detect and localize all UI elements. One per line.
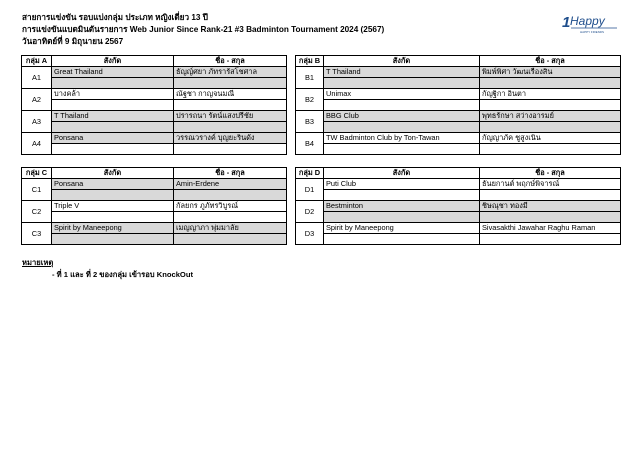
seed-code: A1 — [22, 67, 52, 89]
table-row — [22, 89, 287, 100]
col-club-header: สังกัด — [324, 168, 480, 179]
player-cell: Sivasakthi Jawahar Raghu Raman — [480, 223, 621, 234]
table-row — [296, 201, 621, 212]
col-club-header: สังกัด — [324, 56, 480, 67]
seed-code: C1 — [22, 179, 52, 201]
table-row — [296, 89, 621, 100]
club-cell: Great Thailand — [52, 67, 174, 78]
seed-code: A2 — [22, 89, 52, 111]
player-cell: ปรารถนา รัตน์แสงปรีชัย — [174, 111, 287, 122]
col-name-header: ชื่อ - สกุล — [480, 168, 621, 179]
table-row — [296, 133, 621, 144]
club-cell: Unimax — [324, 89, 480, 100]
club-cell: Triple V — [52, 201, 174, 212]
club-cell: บางคล้า — [52, 89, 174, 100]
col-name-header: ชื่อ - สกุล — [174, 56, 287, 67]
table-row — [296, 223, 621, 234]
logo-number: 1 — [562, 14, 571, 31]
logo-sub: HAPPY FRIENDS — [579, 30, 605, 34]
player-cell: พิมพ์พิศา วัฒนเรืองสิน — [480, 67, 621, 78]
table-row — [22, 133, 287, 144]
table-row — [22, 223, 287, 234]
col-club-header: สังกัด — [52, 168, 174, 179]
club-cell: T Thailand — [52, 111, 174, 122]
seed-code: D1 — [296, 179, 324, 201]
seed-code: A3 — [22, 111, 52, 133]
group-b-label: กลุ่ม B — [296, 56, 324, 67]
col-club-header: สังกัด — [52, 56, 174, 67]
player-cell: กัญญาภัค ชูสูงเนิน — [480, 133, 621, 144]
player-cell: กัลยกร ภูภัทรวิบูรณ์ — [174, 201, 287, 212]
happy-logo — [562, 12, 622, 34]
seed-code: C2 — [22, 201, 52, 223]
header-line-1: สายการแข่งขัน รอบแบ่งกลุ่ม ประเภท หญิงเดี่ยว 13 ปี — [22, 13, 208, 22]
player-cell: เมญญาภา พุ่มมาลัย — [174, 223, 287, 234]
col-name-header: ชื่อ - สกุล — [174, 168, 287, 179]
group-a-table — [21, 55, 287, 155]
notes-line: - ที่ 1 และ ที่ 2 ของกลุ่ม เข้ารอบ KnockOut — [52, 270, 193, 279]
seed-code: B3 — [296, 111, 324, 133]
group-c-table — [21, 167, 287, 245]
player-cell: ธัญญ์ศยา ภัทรารัสโชศาล — [174, 67, 287, 78]
seed-code: B2 — [296, 89, 324, 111]
table-row — [22, 111, 287, 122]
player-cell: ณัฐชา กาญจนมณี — [174, 89, 287, 100]
player-cell: วรรณวรางค์ บุญยะรินดัง — [174, 133, 287, 144]
club-cell: T Thailand — [324, 67, 480, 78]
group-d-label: กลุ่ม D — [296, 168, 324, 179]
club-cell: Puti Club — [324, 179, 480, 190]
seed-code: A4 — [22, 133, 52, 155]
player-cell: พุทธรักษา สว่างอารมย์ — [480, 111, 621, 122]
seed-code: D2 — [296, 201, 324, 223]
player-cell: กัญฐิกา อินตา — [480, 89, 621, 100]
club-cell: Spirit by Maneepong — [52, 223, 174, 234]
club-cell: TW Badminton Club by Ton-Tawan — [324, 133, 480, 144]
club-cell: Spirit by Maneepong — [324, 223, 480, 234]
notes-title: หมายเหตุ — [22, 258, 54, 267]
seed-code: B4 — [296, 133, 324, 155]
table-row — [22, 67, 287, 78]
club-cell: Bestminton — [324, 201, 480, 212]
group-c-label: กลุ่ม C — [22, 168, 52, 179]
player-cell: ธันยกานต์ พฤกษ์พิจารณ์ — [480, 179, 621, 190]
seed-code: D3 — [296, 223, 324, 245]
table-row — [22, 179, 287, 190]
table-row — [296, 111, 621, 122]
header-line-3: วันอาทิตย์ที่ 9 มิถุนายน 2567 — [22, 37, 124, 46]
table-row — [22, 201, 287, 212]
player-cell: ชิษณุชา ทองมี — [480, 201, 621, 212]
header-line-2: การแข่งขันแบดมินตันรายการ Web Junior Since Rank-21 #3 Badminton Tournament 2024 (2567) — [22, 25, 385, 34]
club-cell: Ponsana — [52, 179, 174, 190]
seed-code: B1 — [296, 67, 324, 89]
table-row — [296, 67, 621, 78]
logo-word: Happy — [570, 14, 605, 28]
player-cell: Amin-Erdene — [174, 179, 287, 190]
club-cell: Ponsana — [52, 133, 174, 144]
seed-code: C3 — [22, 223, 52, 245]
col-name-header: ชื่อ - สกุล — [480, 56, 621, 67]
group-a-label: กลุ่ม A — [22, 56, 52, 67]
group-d-table — [295, 167, 621, 245]
club-cell: BBG Club — [324, 111, 480, 122]
group-b-table — [295, 55, 621, 155]
table-row — [296, 179, 621, 190]
